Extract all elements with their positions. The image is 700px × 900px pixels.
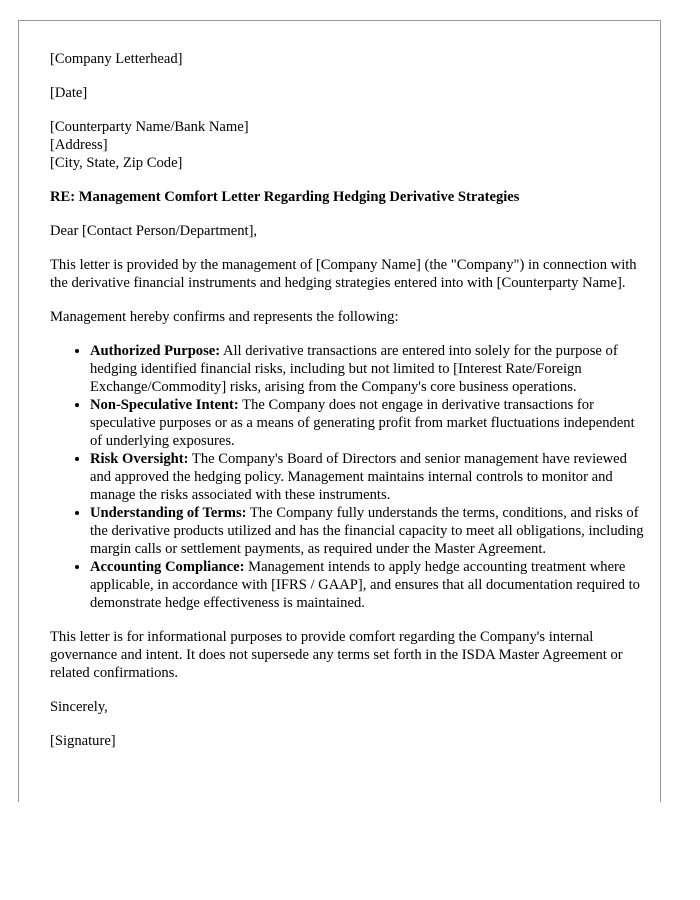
- letter-date: [Date]: [50, 85, 88, 101]
- list-item-term: Accounting Compliance:: [90, 559, 245, 575]
- signature: [Signature]: [50, 733, 116, 749]
- representations-list: [50, 342, 645, 612]
- list-item: [90, 504, 645, 558]
- signoff: Sincerely,: [50, 699, 108, 715]
- list-item: [90, 558, 645, 612]
- recipient-name: [Counterparty Name/Bank Name]: [50, 119, 249, 135]
- salutation: Dear [Contact Person/Department],: [50, 223, 258, 239]
- list-item-text: The Company's Board of Directors and senior management have reviewed and approved the hedging policy. Management maintains internal controls to monitor and manage the risks associated with these instruments.: [90, 451, 627, 503]
- list-item-text: All derivative transactions are entered into solely for the purpose of hedging identified financial risks, including but not limited to [Interest Rate/Foreign Exchange/Commodity] risks, arising from the Company's core business operations.: [90, 343, 618, 395]
- confirmation-paragraph: Management hereby confirms and represents the following:: [50, 309, 399, 325]
- closing-paragraph: This letter is for informational purposes to provide comfort regarding the Company's internal governance and intent. It does not supersede any terms set forth in the ISDA Master Agreement or related confirmations.: [50, 629, 623, 681]
- letter-page: [18, 20, 661, 802]
- list-item-text: The Company fully understands the terms, conditions, and risks of the derivative products utilized and has the financial capacity to meet all obligations, including margin calls or settlement payments, as required under the Master Agreement.: [90, 505, 644, 557]
- letterhead: [Company Letterhead]: [50, 51, 183, 67]
- intro-paragraph: This letter is provided by the management of [Company Name] (the "Company") in connection with the derivative financial instruments and hedging strategies entered into with [Counterparty Name].: [50, 257, 637, 291]
- recipient-address: [50, 118, 645, 172]
- list-item-text: The Company does not engage in derivative transactions for speculative purposes or as a means of generating profit from market fluctuations independent of underlying exposures.: [90, 397, 635, 449]
- list-item: [90, 342, 645, 396]
- list-item-term: Authorized Purpose:: [90, 343, 221, 359]
- recipient-street: [Address]: [50, 137, 108, 153]
- list-item: [90, 450, 645, 504]
- letter-content: [50, 50, 645, 766]
- list-item-term: Risk Oversight:: [90, 451, 189, 467]
- list-item: [90, 396, 645, 450]
- list-item-term: Understanding of Terms:: [90, 505, 247, 521]
- recipient-city: [City, State, Zip Code]: [50, 155, 183, 171]
- list-item-text: Management intends to apply hedge accounting treatment where applicable, in accordance with [IFRS / GAAP], and ensures that all documentation required to demonstrate hedge effectiveness is maintained.: [90, 559, 640, 611]
- list-item-term: Non-Speculative Intent:: [90, 397, 239, 413]
- subject-line: RE: Management Comfort Letter Regarding Hedging Derivative Strategies: [50, 189, 520, 205]
